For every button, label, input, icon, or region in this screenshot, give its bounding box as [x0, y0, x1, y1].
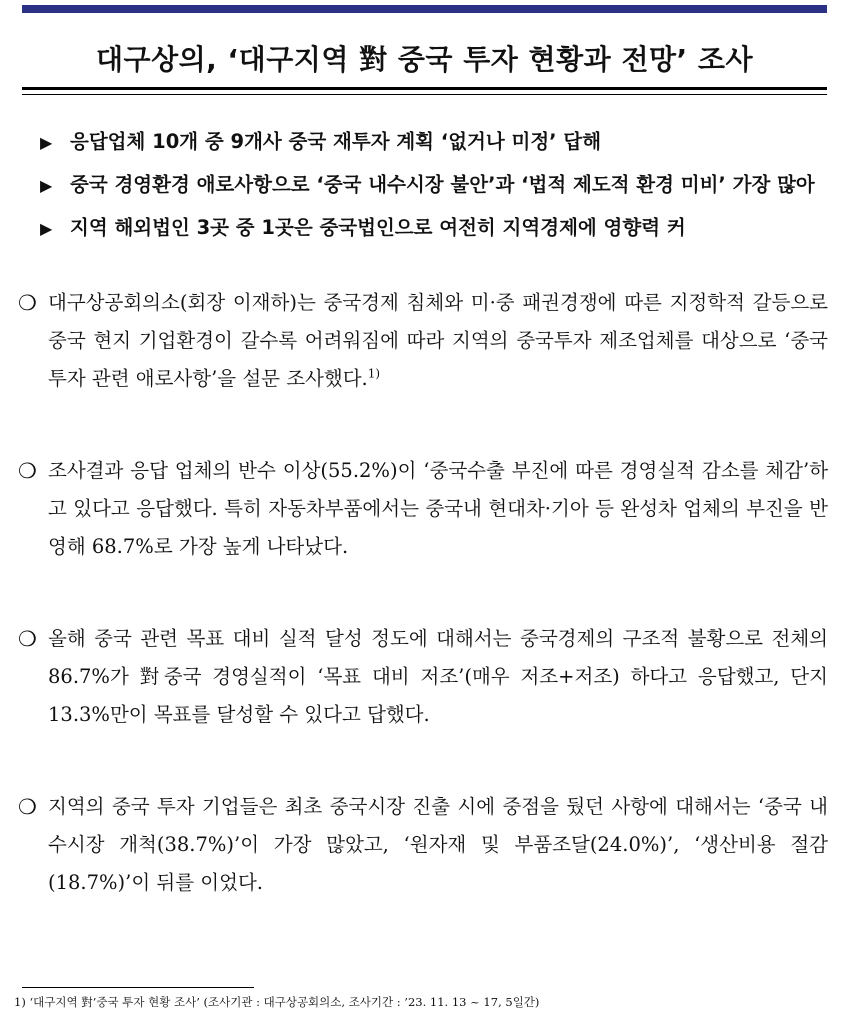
summary-bullet: [40, 206, 830, 249]
document-title: 대구상의, ‘대구지역 對 중국 투자 현황과 전망’ 조사: [95, 43, 754, 76]
summary-bullets: [40, 120, 830, 249]
triangle-bullet-icon: ▶: [40, 176, 53, 195]
body-paragraph: [18, 284, 828, 398]
paragraph-text: 조사결과 응답 업체의 반수 이상(55.2%)이 ‘중국수출 부진에 따른 경영실적 감소를 체감’하고 있다고 응답했다. 특히 자동차부품에서는 중국내 현대차·기아 등 완성차 업체의 부진을 반영해 68.7%로 가장 높게 나타났다.: [48, 459, 828, 558]
paragraph-text: 올해 중국 관련 목표 대비 실적 달성 정도에 대해서는 중국경제의 구조적 불황으로 전체의 86.7%가 對중국 경영실적이 ‘목표 대비 저조’(매우 저조+저조) 하다고 응답했고, 단지 13.3%만이 목표를 달성할 수 있다고 답했다.: [48, 627, 828, 726]
footnote-reference: 1): [367, 366, 381, 381]
summary-bullet: [40, 120, 830, 163]
circle-bullet-icon: ❍: [18, 795, 37, 819]
body-paragraphs: [18, 284, 828, 956]
summary-bullet-text: 지역 해외법인 3곳 중 1곳은 중국법인으로 여전히 지역경제에 영향력 커: [70, 216, 686, 239]
triangle-bullet-icon: ▶: [40, 219, 53, 238]
circle-bullet-icon: ❍: [18, 459, 37, 483]
footnote: 1) ‘대구지역 對’중국 투자 현황 조사’ (조사기관 : 대구상공회의소, 조사기간 : ’23. 11. 13 ~ 17, 5일간): [14, 995, 540, 1009]
body-paragraph: [18, 788, 828, 902]
body-paragraph: [18, 452, 828, 566]
circle-bullet-icon: ❍: [18, 627, 37, 651]
body-paragraph: [18, 620, 828, 734]
paragraph-text: 지역의 중국 투자 기업들은 최초 중국시장 진출 시에 중점을 뒀던 사항에 대해서는 ‘중국 내수시장 개척(38.7%)’이 가장 많았고, ‘원자재 및 부품조달(24.0%)’, ‘생산비용 절감(18.7%)’이 뒤를 이었다.: [48, 795, 828, 894]
paragraph-text: 대구상공회의소(회장 이재하)는 중국경제 침체와 미·중 패권경쟁에 따른 지정학적 갈등으로 중국 현지 기업환경이 갈수록 어려워짐에 따라 지역의 중국투자 제조업체를 대상으로 ‘중국 투자 관련 애로사항’을 설문 조사했다.: [48, 291, 828, 390]
summary-bullet-text: 중국 경영환경 애로사항으로 ‘중국 내수시장 불안’과 ‘법적 제도적 환경 미비’ 가장 많아: [70, 173, 815, 196]
summary-bullet-text: 응답업체 10개 중 9개사 중국 재투자 계획 ‘없거나 미정’ 답해: [70, 130, 602, 153]
triangle-bullet-icon: ▶: [40, 133, 53, 152]
header-accent-bar: [22, 5, 827, 13]
title-divider: [22, 87, 827, 95]
footnote-divider: [22, 987, 254, 988]
circle-bullet-icon: ❍: [18, 291, 37, 315]
summary-bullet: [40, 163, 830, 206]
